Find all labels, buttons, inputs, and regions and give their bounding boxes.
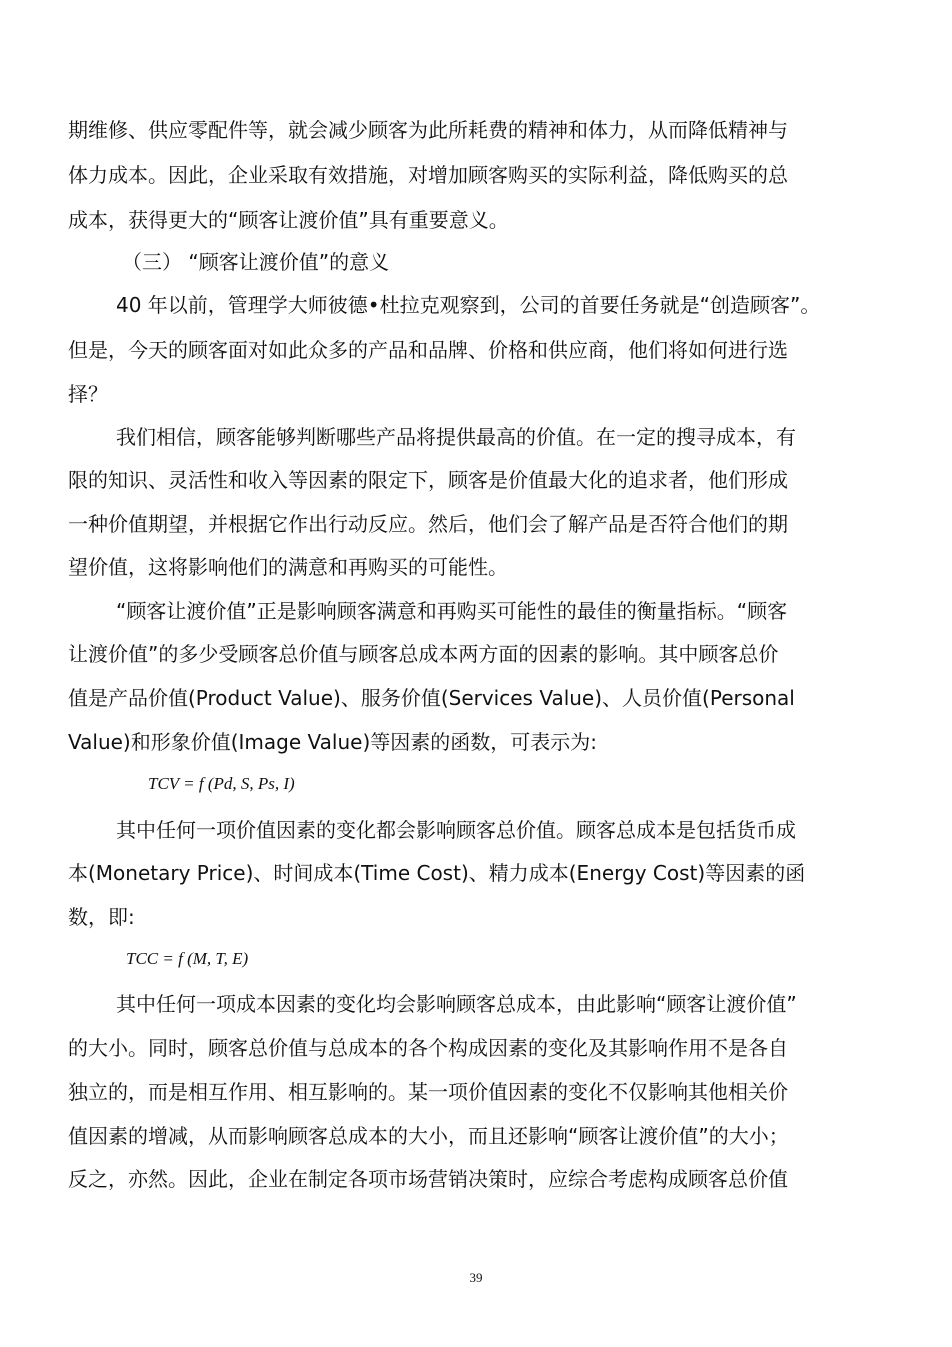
formula-tcc: TCC = f (M, T, E)	[126, 949, 249, 968]
text-line: 的大小。同时，顾客总价值与总成本的各个构成因素的变化及其影响作用不是各自	[68, 1036, 788, 1060]
text-line: 择？	[68, 382, 108, 406]
text-line: 其中任何一项价值因素的变化都会影响顾客总价值。顾客总成本是包括货币成	[116, 818, 796, 842]
text-line: 值是产品价值(Product Value)、服务价值(Services Value)、人员价值(Personal	[68, 686, 795, 710]
text-line: 但是，今天的顾客面对如此众多的产品和品牌、价格和供应商，他们将如何进行选	[68, 338, 788, 362]
text-line: 我们相信，顾客能够判断哪些产品将提供最高的价值。在一定的搜寻成本，有	[116, 425, 796, 449]
text-line: 让渡价值”的多少受顾客总价值与顾客总成本两方面的因素的影响。其中顾客总价	[68, 642, 779, 666]
text-line: 其中任何一项成本因素的变化均会影响顾客总成本，由此影响“顾客让渡价值”	[116, 992, 797, 1016]
text-line: Value)和形象价值(Image Value)等因素的函数，可表示为:	[68, 730, 597, 754]
text-line: 望价值，这将影响他们的满意和再购买的可能性。	[68, 555, 508, 579]
text-line: 数，即:	[68, 905, 135, 929]
text-line: “顾客让渡价值”正是影响顾客满意和再购买可能性的最佳的衡量指标。“顾客	[116, 599, 788, 623]
text-line: 限的知识、灵活性和收入等因素的限定下，顾客是价值最大化的追求者，他们形成	[68, 468, 788, 492]
text-line: 一种价值期望，并根据它作出行动反应。然后，他们会了解产品是否符合他们的期	[68, 512, 788, 536]
page-number: 39	[469, 1270, 483, 1285]
text-line: 期维修、供应零配件等，就会减少顾客为此所耗费的精神和体力，从而降低精神与	[68, 118, 788, 142]
text-line: 40 年以前，管理学大师彼德•杜拉克观察到，公司的首要任务就是“创造顾客”。	[116, 293, 821, 317]
text-line: 成本，获得更大的“顾客让渡价值”具有重要意义。	[68, 208, 509, 232]
text-line: 独立的，而是相互作用、相互影响的。某一项价值因素的变化不仅影响其他相关价	[68, 1080, 788, 1104]
text-line: 体力成本。因此，企业采取有效措施，对增加顾客购买的实际利益，降低购买的总	[68, 163, 788, 187]
text-line: 本(Monetary Price)、时间成本(Time Cost)、精力成本(Energy Cost)等因素的函	[68, 861, 806, 885]
section-heading: （三） “顾客让渡价值”的意义	[122, 250, 390, 274]
text-line: 值因素的增减，从而影响顾客总成本的大小，而且还影响“顾客让渡价值”的大小；	[68, 1124, 789, 1148]
text-line: 反之，亦然。因此，企业在制定各项市场营销决策时，应综合考虑构成顾客总价值	[68, 1167, 788, 1191]
formula-tcv: TCV = f (Pd, S, Ps, I)	[148, 774, 295, 793]
